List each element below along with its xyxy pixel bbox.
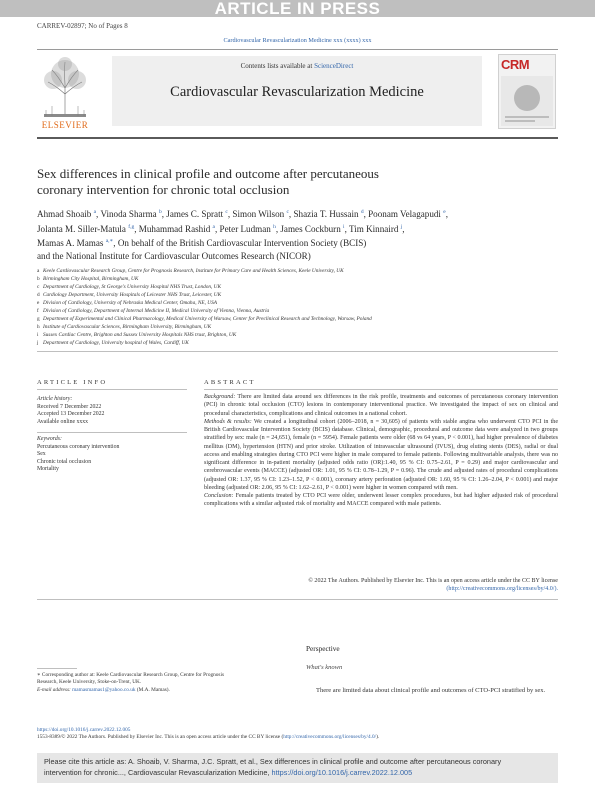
author-name[interactable]: Muhammad Rashid [138,223,211,234]
author-name[interactable]: Ahmad Shoaib [37,209,92,220]
affiliation-label: b [37,276,40,282]
affiliation-marker[interactable]: a [212,223,215,230]
elsevier-wordmark: ELSEVIER [41,120,89,130]
abstract-conclusion [204,492,558,509]
author-name[interactable]: Mamas A. Mamas [37,238,104,249]
copyright-notice [204,577,558,594]
author-line-2: Jolanta M. Siller-Matula $^{f,g}$, Muhammad Rashid $^a$, Peter Ludman $^h$, James Cockburn $^i$, Tim Kinnaird $^j$, [37,223,405,234]
elsevier-tree-logo [38,54,92,128]
section-divider [37,351,558,352]
affiliation-item [37,315,561,323]
author-line-4: and the National Institute for Cardiovascular Outcomes Research (NICOR) [37,250,311,261]
affiliation-text: Cardiology Department, University Hospitals of Leicester NHS Trust, Leicester, UK [43,292,222,298]
affiliation-text: Sussex Cardiac Centre, Brighton and Sussex University Hospitals NHS trust, Brighton, UK [43,332,237,338]
license-link[interactable]: (http://creativecommons.org/licenses/by/4.0/). [446,586,558,593]
affiliation-item [37,299,561,307]
email-suffix: (M.A. Mamas). [135,686,170,693]
affiliation-list [37,267,561,347]
citation-doi-link[interactable]: https://doi.org/10.1016/j.carrev.2022.12.005 [271,768,413,777]
affiliation-item [37,323,561,331]
affiliation-item [37,267,561,275]
keyword-item[interactable]: Mortality [37,466,59,473]
doi-block [37,727,561,742]
affiliation-marker[interactable]: e [443,209,446,215]
affiliation-marker[interactable]: j [400,223,403,230]
email-link[interactable]: mamasmamas1@yahoo.co.uk [72,686,136,693]
author-group-text: , On behalf of the British Cardiovascular Intervention Society (BCIS) [113,238,367,249]
affiliation-text: Division of Cardiology, University of Nebraska Medical Center, Omaha, NE, USA [43,300,217,306]
affiliation-marker[interactable]: a,∗ [105,238,114,245]
article-info-rule [37,389,187,390]
accepted-date: Accepted 13 December 2022 [37,411,105,418]
affiliation-item [37,339,561,347]
copyright-text: © 2022 The Authors. Published by Elsevier Inc. This is an open access article under the CC BY license [308,578,558,584]
author-list [37,206,561,262]
footnote-line-2: Research, Keele University, Stoke-on-Trent, UK. [37,679,142,686]
affiliation-label: j [37,340,39,346]
affiliation-label: f [37,308,39,314]
affiliation-label: e [37,300,40,306]
doi-license-prefix: 1553-8389/© 2022 The Authors. Published by Elsevier Inc. This is an open access article under the CC BY license ( [37,734,284,741]
online-date: Available online xxxx [37,418,89,425]
banner-text: ARTICLE IN PRESS [214,0,381,18]
affiliation-label: d [37,292,40,298]
affiliation-marker[interactable]: d [360,209,364,215]
contents-prefix: Contents lists available at [240,62,315,70]
perspective-heading: Perspective [306,644,340,653]
affiliation-label: a [37,268,40,274]
contents-available-line [112,62,482,70]
doi-license-link[interactable]: http://creativecommons.org/licenses/by/4.0/ [283,734,377,741]
paper-title-line-1: Sex differences in clinical profile and outcome after percutaneous [37,166,379,181]
affiliation-item [37,307,561,315]
author-line-3 [37,235,561,250]
affiliation-text: Department of Cardiology, University hospital of Wales, Cardiff, UK [43,340,189,346]
footnote-rule [37,668,77,669]
abstract-background [204,393,558,418]
abstract-heading: ABSTRACT [204,379,256,386]
history-label: Article history: [37,396,73,402]
methods-text: We created a longitudinal cohort (2006–2018, n = 30,605) of patients with stable angina who underwent CTO PCI in the British Cardiovascular Intervention Society (BCIS) database. Clinical, demographic, procedural and outcome data were analyzed in two groups stratified by sex: male (n = 24,651), female (n = 5954). Female patients were older (68 vs 64 years, P < 0.001), had higher prevalence of diabetes mellitus (DM), hypertension (HTN) and prior stroke. Utilization of intravascular ultrasound (IVUS), drug eluting stents (DES), radial or dual access and enabling strategies during CTO PCI were higher in male compared to female patients. Following multivariable analysis, there was no significant difference in in-patient mortality (adjusted odds ratio (OR):1.40, 95 % CI: 0.75–2.61, P = 0.29) and major cardiovascular and cerebrovascular events (MACCE) (adjusted OR: 1.01, 95 % CI: 0.78–1.29, P = 0.96). The crude and adjusted rates of procedural complications (adjusted OR: 1.37, 95 % CI: 1.23–1.52, P < 0.001), coronary artery perforation (adjusted OR: 1.60, 95 % CI: 1.26–2.04, P < 0.001) and major bleeding (adjusted OR: 2.06, 95 % CI: 1.62–2.61, P < 0.001) were higher in women compared with men. [204,418,559,491]
affiliation-item [37,283,561,291]
affiliation-text: Department of Cardiology, St George's University Hospital NHS Trust, London, UK [43,284,222,290]
author-name[interactable]: Peter Ludman [219,223,271,234]
whats-known-text: There are limited data about clinical profile and outcomes of CTO-PCI stratified by sex. [316,687,546,694]
background-label: Background: [204,394,236,400]
keyword-item[interactable]: Percutaneous coronary intervention [37,443,120,450]
affiliation-text: Institute of Cardiovascular Sciences, Birmingham University, Birmingham, UK [43,324,212,330]
affiliation-item [37,291,561,299]
article-id: CARREV-02897; No of Pages 8 [37,22,128,30]
journal-reference-link[interactable]: Cardiovascular Revascularization Medicine xxx (xxxx) xxx [223,37,372,44]
affiliation-text: Department of Experimental and Clinical Pharmacology, Medical University of Warsaw, Center for Preclinical Research and Technology, Warsaw, Poland [43,316,372,322]
section-divider [37,599,558,600]
affiliation-marker[interactable]: c [286,209,289,215]
affiliation-marker[interactable]: b [159,209,162,215]
affiliation-marker[interactable]: f,g [128,223,135,230]
author-name[interactable]: Simon Wilson [232,209,285,220]
affiliation-text: Birmingham City Hospital, Birmingham, UK [43,276,139,282]
author-name[interactable]: Poonam Velagapudi [368,209,441,220]
article-history [37,396,104,426]
article-info-heading: ARTICLE INFO [37,379,108,386]
methods-label: Methods & results: [204,418,252,425]
conclusion-text: Female patients treated by CTO PCI were older, underwent lesser complex procedures, but had higher adjusted risk of procedural complications with a similar adjusted risk of mortality and MACCE compared with male patients. [204,493,558,508]
paper-title-line-2: coronary intervention for chronic total occlusion [37,182,290,197]
affiliation-label: c [37,284,40,290]
keyword-item[interactable]: Sex [37,451,46,458]
author-name[interactable]: Jolanta M. Siller-Matula [37,223,126,234]
abstract-rule [204,389,558,390]
affiliation-label: g [37,316,40,322]
abstract-methods [204,418,558,492]
author-name[interactable]: James C. Spratt [166,209,224,220]
author-line-1: Ahmad Shoaib $^a$, Vinoda Sharma $^b$, James C. Spratt $^c$, Simon Wilson $^c$, Shazia T. Hussain $^d$, Poonam Velagapudi $^e$, [37,209,448,220]
keywords-block [37,436,119,474]
affiliation-item [37,331,561,339]
affiliation-label: h [37,324,40,330]
cover-image-icon [501,76,553,126]
header-top-rule [37,49,558,50]
received-date: Received 7 December 2022 [37,403,102,410]
sciencedirect-link[interactable]: ScienceDirect [314,62,354,70]
affiliation-label: i [37,332,39,338]
conclusion-label: Conclusion: [204,493,234,499]
corresponding-author-footnote [37,672,287,694]
affiliation-marker[interactable]: h [273,223,276,230]
author-name[interactable]: James Cockburn [280,223,341,234]
citation-line-1: Please cite this article as: A. Shoaib, V. Sharma, J.C. Spratt, et al., Sex differences in clinical profile and outcome after percutaneous coronary [44,757,502,766]
affiliation-text: Division of Cardiology, Department of Internal Medicine II, Medical University of Vienna, Vienna, Austria [43,308,270,314]
affiliation-text: Keele Cardiovascular Research Group, Centre for Prognosis Research, Institute for Primary Care and Health Sciences, Keele University, UK [43,268,344,274]
email-label: E-mail address: [37,686,73,693]
citation-line-2 [44,767,554,778]
citation-line-2-text: intervention for chronic..., Cardiovascular Revascularization Medicine, [44,768,272,777]
footnote-email-line [37,687,287,694]
background-text: There are limited data around sex differences in the risk profile, treatments and outcomes of percutaneous coronary intervention (PCI) in chronic total occlusion (CTO) lesions in contemporary interventional practice. We investigated the impact of sex on clinical and procedural characteristics, complications and clinical outcomes in a national cohort. [204,394,558,417]
affiliation-marker[interactable]: i [343,223,345,230]
author-name[interactable]: Vinoda Sharma [100,209,157,220]
header-bottom-rule [37,137,558,139]
author-name[interactable]: Shazia T. Hussain [293,209,359,220]
affiliation-item [37,275,561,283]
doi-license-line [37,734,561,741]
crm-logo: CRM [501,57,530,72]
keyword-item[interactable]: Chronic total occlusion [37,458,92,465]
keywords-label: Keywords: [37,436,62,442]
doi-link[interactable]: https://doi.org/10.1016/j.carrev.2022.12.005 [37,727,131,733]
abstract-body [204,393,558,509]
article-info-rule [37,432,187,433]
footnote-line-1: ∗ Corresponding author at: Keele Cardiovascular Research Group, Centre for Prognosis [37,672,225,678]
author-name[interactable]: Tim Kinnaird [348,223,399,234]
affiliation-marker[interactable]: c [225,209,228,215]
citation-text [44,756,554,778]
doi-license-suffix: ). [376,734,380,741]
whats-known-subheading: What's known [306,664,343,671]
paper-title [37,166,557,198]
journal-title[interactable]: Cardiovascular Revascularization Medicine [170,84,424,100]
affiliation-marker[interactable]: a [93,209,97,215]
